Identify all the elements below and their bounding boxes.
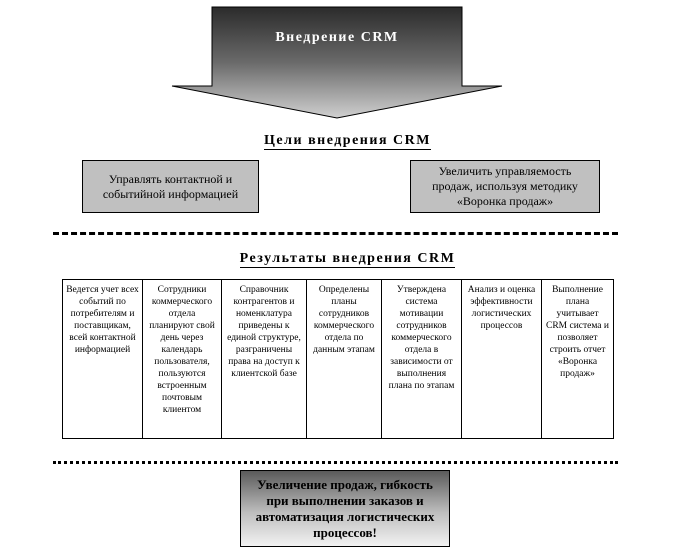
bottom-conclusion-box	[240, 470, 450, 547]
result-cell-directory: Справочник контрагентов и номенклатура приведены к единой структуре, разграничены права на доступ к клиентской базе	[222, 280, 307, 439]
result-cell-contact-log: Ведется учет всех событий по потребителям и поставщикам, всей контактной информацией	[63, 280, 143, 439]
goals-title-text: Цели внедрения CRM	[264, 133, 431, 148]
bottom-conclusion-text: Увеличение продаж, гибкость при выполнении заказов и автоматизация логистических процессов!	[255, 476, 435, 540]
result-cell-motivation: Утверждена система мотивации сотрудников коммерческого отдела в зависимости от выполнения плана по этапам	[382, 280, 462, 439]
result-cell-logistics: Анализ и оценка эффективности логистических процессов	[462, 280, 542, 439]
top-arrow-polygon	[172, 7, 502, 118]
top-title: Внедрение CRM	[275, 30, 399, 45]
goal-box-sales-funnel	[410, 160, 600, 213]
result-cell-plans: Определены планы сотрудников коммерческого отдела по данным этапам	[307, 280, 382, 439]
dashed-separator	[53, 232, 618, 235]
goals-title	[0, 133, 695, 149]
goal-left-text: Управлять контактной и событийной информацией	[102, 171, 239, 201]
goal-box-contact-info	[82, 160, 259, 213]
results-title-text: Результаты внедрения CRM	[239, 251, 456, 266]
result-cell-funnel-report: Выполнение плана учитывает CRM система и позволяет строить отчет «Воронка продаж»	[542, 280, 614, 439]
result-cell-calendar: Сотрудники коммерческого отдела планируют свой день через календарь пользователя, пользуются встроенным почтовым клиентом	[143, 280, 222, 439]
results-title	[0, 251, 695, 267]
results-table	[62, 279, 614, 439]
top-arrow-shape	[0, 0, 695, 120]
goal-right-text: Увеличить управляемость продаж, используя методику «Воронка продаж»	[432, 164, 578, 208]
dotted-separator	[53, 461, 618, 464]
results-row	[63, 280, 614, 439]
